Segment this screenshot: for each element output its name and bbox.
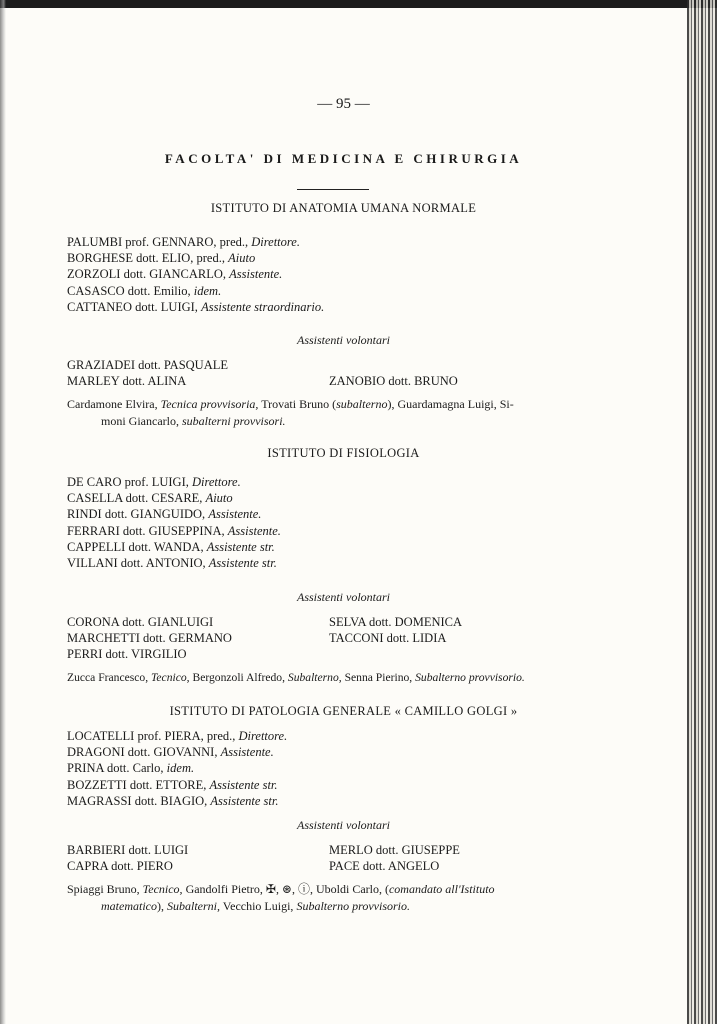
volunteers-list-fisiologia [67, 614, 607, 663]
institute-heading-anatomia: ISTITUTO DI ANATOMIA UMANA NORMALE [210, 201, 477, 215]
volunteer-row: MARLEY dott. ALINA ZANOBIO dott. BRUNO [67, 374, 458, 389]
staff-entry: CATTANEO dott. LUIGI, Assistente straordinario. [67, 299, 325, 314]
staff-entry: CAPPELLI dott. WANDA, Assistente str. [67, 539, 275, 554]
staff-entry: VILLANI dott. ANTONIO, Assistente str. [67, 556, 277, 571]
staff-list-patologia [67, 728, 607, 809]
staff-entry: PRINA dott. Carlo, idem. [67, 761, 195, 776]
other-staff-anatomia: Cardamone Elvira, Tecnica provvisoria, Trovati Bruno (subalterno), Guardamagna Luigi, Si- moni Giancarlo, subalterni provvisori. [67, 397, 514, 428]
other-staff-fisiologia: Zucca Francesco, Tecnico, Bergonzoli Alfredo, Subalterno, Senna Pierino, Subalterno provvisorio. [67, 671, 525, 684]
volunteers-heading-fisiologia: Assistenti volontari [297, 590, 390, 604]
volunteers-list-anatomia [67, 357, 607, 389]
volunteers-heading-anatomia: Assistenti volontari [297, 333, 390, 347]
volunteer-row: CAPRA dott. PIERO PACE dott. ANGELO [67, 859, 440, 874]
staff-list-anatomia [67, 234, 607, 315]
staff-entry: BOZZETTI dott. ETTORE, Assistente str. [67, 777, 278, 792]
staff-entry: LOCATELLI prof. PIERA, pred., Direttore. [67, 729, 288, 743]
staff-entry: RINDI dott. GIANGUIDO, Assistente. [67, 507, 262, 522]
volunteer-row: GRAZIADEI dott. PASQUALE [67, 358, 228, 372]
staff-entry: MAGRASSI dott. BIAGIO, Assistente str. [67, 793, 279, 808]
volunteer-row: CORONA dott. GIANLUIGI SELVA dott. DOMENICA [67, 615, 463, 629]
volunteer-row: BARBIERI dott. LUIGI MERLO dott. GIUSEPPE [67, 843, 460, 857]
staff-entry: PALUMBI prof. GENNARO, pred., Direttore. [67, 235, 300, 249]
staff-entry: CASASCO dott. Emilio, idem. [67, 283, 222, 298]
volunteer-row: PERRI dott. VIRGILIO [67, 647, 187, 662]
staff-entry: ZORZOLI dott. GIANCARLO, Assistente. [67, 267, 283, 282]
staff-entry: DRAGONI dott. GIOVANNI, Assistente. [67, 745, 274, 760]
page-number: — 95 — [317, 96, 370, 112]
volunteers-list-patologia [67, 842, 607, 874]
staff-list-fisiologia [67, 474, 607, 571]
staff-entry: FERRARI dott. GIUSEPPINA, Assistente. [67, 523, 281, 538]
title-divider [297, 189, 369, 190]
faculty-title: FACOLTA' DI MEDICINA E CHIRURGIA [164, 151, 523, 166]
volunteers-heading-patologia: Assistenti volontari [297, 818, 390, 832]
institute-heading-fisiologia: ISTITUTO DI FISIOLOGIA [267, 446, 420, 460]
scan-top-edge [0, 0, 717, 8]
staff-entry: BORGHESE dott. ELIO, pred., Aiuto [67, 251, 256, 266]
staff-entry: DE CARO prof. LUIGI, Direttore. [67, 475, 241, 489]
volunteer-row: MARCHETTI dott. GERMANO TACCONI dott. LIDIA [67, 631, 447, 646]
other-staff-patologia: Spiaggi Bruno, Tecnico, Gandolfi Pietro, ✠, ⊛, ⓘ, Uboldi Carlo, (comandato all'Istituto matematico), Subalterni, Vecchio Luigi, Subalterno provvisorio. [67, 882, 495, 913]
institute-heading-patologia: ISTITUTO DI PATOLOGIA GENERALE « CAMILLO GOLGI » [169, 704, 518, 718]
scan-right-edge [687, 0, 717, 1024]
staff-entry: CASELLA dott. CESARE, Aiuto [67, 491, 233, 506]
